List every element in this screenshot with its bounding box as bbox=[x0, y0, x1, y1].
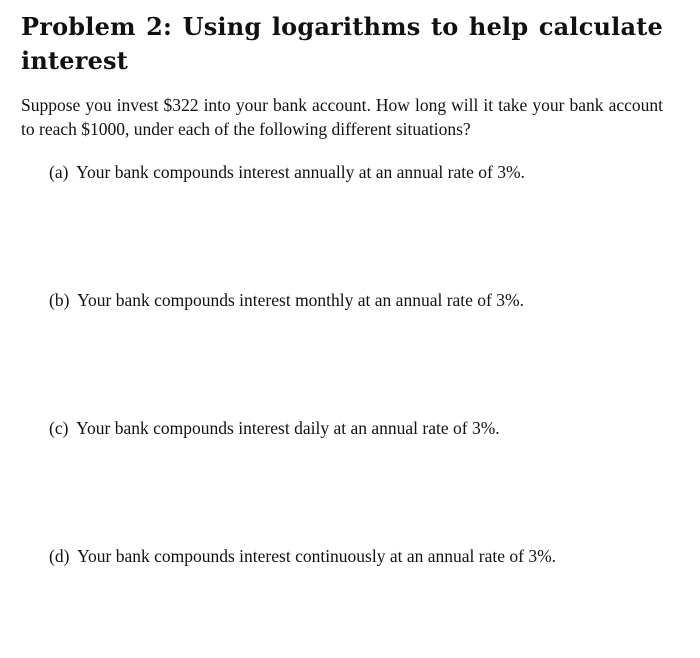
part-a bbox=[49, 160, 669, 184]
part-b-label: (b) bbox=[49, 290, 70, 310]
part-c-label: (c) bbox=[49, 418, 69, 438]
part-c bbox=[49, 416, 669, 440]
part-b-text: Your bank compounds interest monthly at an annual rate of 3%. bbox=[77, 290, 524, 310]
part-d-text: Your bank compounds interest continuously at an annual rate of 3%. bbox=[77, 546, 557, 566]
part-d bbox=[49, 544, 669, 568]
part-c-text: Your bank compounds interest daily at an annual rate of 3%. bbox=[76, 418, 500, 438]
part-a-text: Your bank compounds interest annually at an annual rate of 3%. bbox=[76, 162, 525, 182]
part-a-label: (a) bbox=[49, 162, 69, 182]
part-b bbox=[49, 288, 669, 312]
problem-title: Problem 2: Using logarithms to help calculate interest bbox=[21, 12, 663, 75]
part-d-label: (d) bbox=[49, 546, 70, 566]
problem-intro: Suppose you invest $322 into your bank account. How long will it take your bank account to reach $1000, under each of the following different situations? bbox=[21, 95, 663, 139]
